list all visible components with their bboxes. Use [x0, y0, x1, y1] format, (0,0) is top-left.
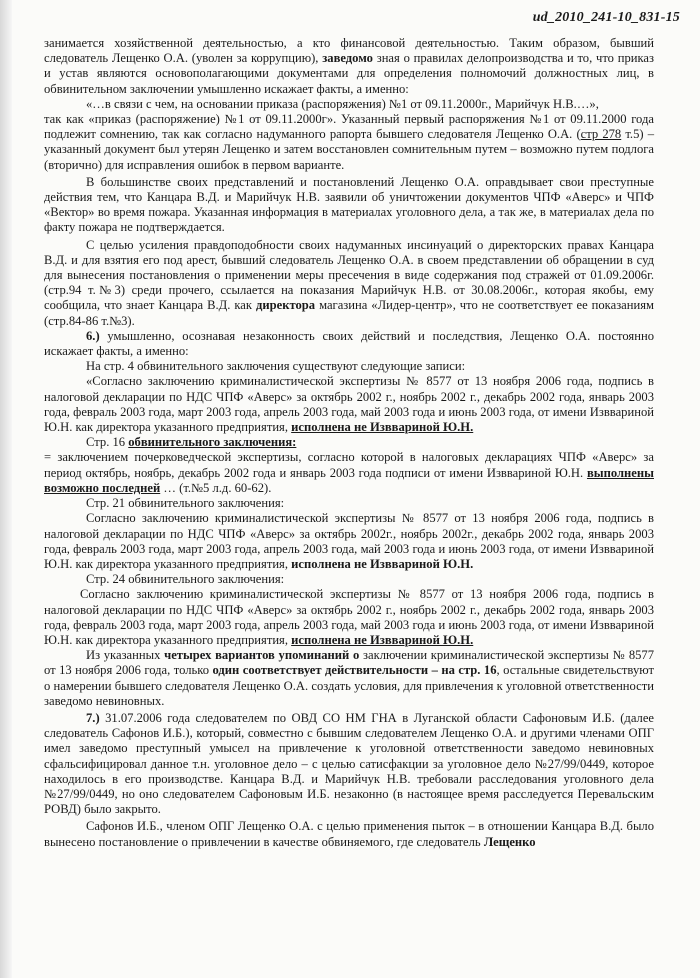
paragraph-5: 6.) умышленно, осознавая незаконность своих действий и последствия, Лещенко О.А. постоянно искажает факты, а именно:	[44, 328, 654, 359]
document-id: ud_2010_241-10_831-15	[532, 10, 680, 25]
page-reference-link: стр 278	[580, 127, 622, 142]
paragraph-quote-1: «…в связи с чем, на основании приказа (распоряжения) №1 от 09.11.2000г., Марийчук Н.В.…»,	[86, 96, 599, 111]
document-body	[44, 36, 654, 850]
paragraph-6: На стр. 4 обвинительного заключения существуют следующие записи:	[86, 359, 466, 374]
paragraph-14: Из указанных четырех вариантов упоминаний о заключении криминалистической экспертизы № 8577 от 13 ноября 2006 года, только один соответствует действительности – на стр. 16, остальные свидетельствуют о намерении бывшего следователя Лещенко О.А. создать условия, для привлечения к уголовной ответственности заведомо невиновных.	[44, 648, 655, 708]
paragraph-1: занимается хозяйственной деятельностью, а кто финансовой деятельностью. Таким образом, бывший следователь Лещенко О.А. (уволен за коррупцию), заведомо зная о правилах делопроизводства и то, что приказ и устав являются основополагающими документами для определения полномочий должностных лиц, в обвинительном заключении умышленно искажает факты, а именно:	[44, 36, 654, 96]
paragraph-4: С целью усиления правдоподобности своих надуманных инсинуаций о директорских правах Канцара В.Д. и для взятия его под арест, бывший следователь Лещенко О.А. в своем представлении об обращении в суд для вынесения постановления о применении меры пресечения в виде содержания под стражей от 01.09.2006г. (стр.94 т.№3) среди прочего, ссылается на показания Марийчук Н.В. от 30.08.2006г., которая якобы, ему сообщила, что знает Канцара В.Д. как директора магазина «Лидер-центр», что не соответствует ее показаниям (стр.84-86 т.№3).	[44, 237, 655, 328]
paragraph-2: так как «приказ (распоряжение) №1 от 09.11.2000г». Указанный первый распоряжения №1 от 09.11.2000 года подлежит сомнению, так как согласно надуманного рапорта бывшего следователя Лещенко О.А. (стр 278 т.5) – указанный документ был утерян Лещенко и затем восстановлен сомнительным путем – возможно путем подлога (вторично) для исправления ошибок в первом варианте.	[44, 112, 654, 172]
paragraph-12: Стр. 24 обвинительного заключения:	[86, 572, 285, 587]
paragraph-16: Сафонов И.Б., членом ОПГ Лещенко О.А. с целью применения пыток – в отношении Канцара В.Д. было вынесено постановление о привлечении в качестве обвиняемого, где следователь Лещенко	[44, 819, 654, 849]
paragraph-3: В большинстве своих представлений и постановлений Лещенко О.А. оправдывает свои преступные действия тем, что Канцара В.Д. и Марийчук Н.В. заявили об уничтожении документов ЧПФ «Аверс» и ЧПФ «Вектор» во время пожара. Указанная информация в материалах уголовного дела, а так же, в материалах дела по факту пожара не подтверждается.	[44, 174, 654, 235]
paragraph-11: Согласно заключению криминалистической экспертизы № 8577 от 13 ноября 2006 года, подпись в налоговой декларации по НДС ЧПФ «Аверс» за октябрь 2002г., ноябрь 2002г., декабрь 2002 года, январь 2003 года, февраль 2003 года, март 2003 года, апрель 2003 года, май 2003 года и июнь 2003 года, от имени Изввариной Ю.Н. как директора указанного предприятия, исполнена не Изввариной Ю.Н.	[44, 511, 654, 571]
scan-edge-shadow	[0, 0, 12, 978]
paragraph-10: Стр. 21 обвинительного заключения:	[86, 496, 285, 511]
paragraph-15: 7.) 31.07.2006 года следователем по ОВД СО НМ ГНА в Луганской области Сафоновым И.Б. (далее следователь Сафонов И.Б.), который, совместно с бывшим следователем Лещенко О.А. и другими членами ОПГ имел заведомо преступный умысел на привлечение к уголовной ответственности заведомо невиновных сфальсифицировал данное т.н. уголовное дело – с целью сатисфакции за уголовное дело №27/99/0449, которое находилось в его производстве. Канцара В.Д. и Марийчук Н.В. требовали расследования уголовного дела №27/99/0449, но оно следователем Сафоновым И.Б. незаконно (в настоящее время расследуется Перевальским РОВД) было закрыто.	[44, 710, 655, 817]
paragraph-7: «Согласно заключению криминалистической экспертизы № 8577 от 13 ноября 2006 года, подпись в налоговой декларации по НДС ЧПФ «Аверс» за октябрь 2002 г., ноябрь 2002 г., декабрь 2002 года, январь 2003 года, февраль 2003 года, март 2003 года, апрель 2003 года, май 2003 года и июнь 2003 года, от имени Изввариной Ю.Н. как директора указанного предприятия, исполнена не Изввариной Ю.Н.	[44, 374, 654, 435]
paragraph-13: Согласно заключению криминалистической экспертизы № 8577 от 13 ноября 2006 года, подпись в налоговой декларации по НДС ЧПФ «Аверс» за октябрь 2002 г., ноябрь 2002 г., декабрь 2002 года, январь 2003 года, февраль 2003 года, март 2003 года, апрель 2003 года, май 2003 года и июнь 2003 года, от имени Изввариной Ю.Н. как директора указанного предприятия, исполнена не Изввариной Ю.Н.	[44, 587, 654, 647]
paragraph-9: = заключением почерковедческой экспертизы, согласно которой в налоговых декларациях ЧПФ «Аверс» за период октябрь, ноябрь, декабрь 2002 года и январь 2003 года подписи от имени Изввариной Ю.Н. выполнены возможно последней … (т.№5 л.д. 60-62).	[44, 450, 654, 495]
paragraph-8: Стр. 16 обвинительного заключения:	[86, 435, 297, 450]
